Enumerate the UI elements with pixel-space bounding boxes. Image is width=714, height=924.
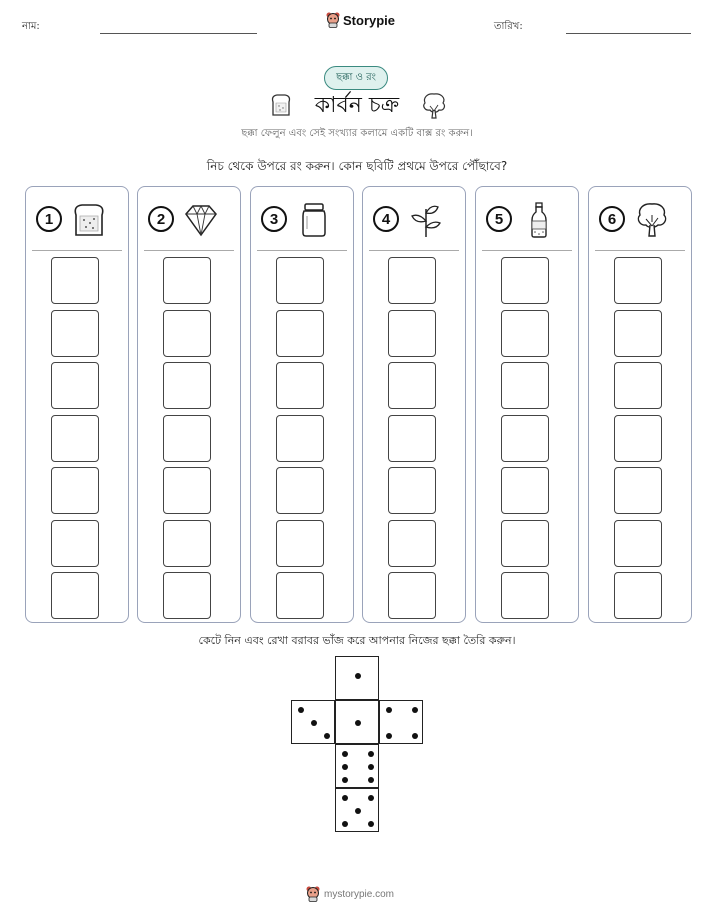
column-number: 1	[36, 206, 62, 232]
column-number: 5	[486, 206, 512, 232]
dice-pip	[368, 751, 374, 757]
column-header	[251, 187, 353, 249]
color-box[interactable]	[51, 572, 99, 619]
color-box[interactable]	[388, 572, 436, 619]
bread-icon	[70, 201, 108, 239]
dice-pip	[355, 808, 361, 814]
column-divider	[257, 250, 347, 251]
dice-pip	[298, 707, 304, 713]
dice-face-4	[379, 700, 423, 744]
dice-pip	[324, 733, 330, 739]
color-box[interactable]	[501, 467, 549, 514]
color-box[interactable]	[388, 362, 436, 409]
color-box[interactable]	[501, 362, 549, 409]
dice-pip	[355, 720, 361, 726]
date-line[interactable]	[566, 33, 691, 34]
color-box[interactable]	[51, 467, 99, 514]
color-box[interactable]	[276, 467, 324, 514]
column-header	[363, 187, 465, 249]
color-box[interactable]	[388, 257, 436, 304]
coloring-instruction: নিচ থেকে উপরে রং করুন। কোন ছবিটি প্রথমে উপরে পৌঁছাবে?	[206, 159, 508, 173]
dice-pip	[368, 821, 374, 827]
brand-name: Storypie	[343, 12, 396, 28]
color-box[interactable]	[276, 362, 324, 409]
color-box[interactable]	[276, 520, 324, 567]
name-label: নাম:	[22, 21, 40, 32]
dice-pip	[386, 733, 392, 739]
dice-pip	[368, 777, 374, 783]
column-3	[250, 186, 354, 623]
date-label: তারিখ:	[494, 21, 523, 32]
dice-face-5	[335, 788, 379, 832]
column-header	[26, 187, 128, 249]
column-divider	[482, 250, 572, 251]
color-box[interactable]	[614, 310, 662, 357]
color-box[interactable]	[51, 520, 99, 567]
cut-instruction: কেটে নিন এবং রেখা বরাবর ভাঁজ করে আপনার নিজের ছক্কা তৈরি করুন।	[198, 634, 516, 647]
column-4	[362, 186, 466, 623]
color-box[interactable]	[614, 467, 662, 514]
column-divider	[32, 250, 122, 251]
column-divider	[144, 250, 234, 251]
footer-site[interactable]: mystorypie.com	[324, 888, 395, 900]
name-line[interactable]	[100, 33, 257, 34]
color-box[interactable]	[163, 310, 211, 357]
dice-pip	[342, 751, 348, 757]
column-number: 6	[599, 206, 625, 232]
dice-pip	[342, 821, 348, 827]
plant-icon	[407, 201, 445, 239]
dice-pip	[342, 777, 348, 783]
dice-pip	[412, 733, 418, 739]
mascot-icon	[306, 886, 320, 902]
color-box[interactable]	[501, 415, 549, 462]
color-box[interactable]	[388, 520, 436, 567]
dice-pip	[311, 720, 317, 726]
color-box[interactable]	[501, 572, 549, 619]
activity-badge: ছক্কা ও রং	[324, 66, 388, 90]
color-box[interactable]	[163, 467, 211, 514]
color-box[interactable]	[51, 362, 99, 409]
dice-pip	[342, 764, 348, 770]
color-box[interactable]	[276, 415, 324, 462]
column-1	[25, 186, 129, 623]
dice-pip	[342, 795, 348, 801]
column-header	[476, 187, 578, 249]
color-box[interactable]	[276, 257, 324, 304]
color-box[interactable]	[614, 572, 662, 619]
footer	[306, 886, 394, 902]
brand-logo	[326, 12, 395, 28]
dice-pip	[386, 707, 392, 713]
dice-face-1	[335, 700, 379, 744]
page-subtitle: ছক্কা ফেলুন এবং সেই সংখ্যার কলামে একটি বাক্স রং করুন।	[241, 128, 473, 139]
column-5	[475, 186, 579, 623]
color-box[interactable]	[163, 362, 211, 409]
color-box[interactable]	[614, 257, 662, 304]
column-header	[138, 187, 240, 249]
color-box[interactable]	[501, 310, 549, 357]
column-number: 3	[261, 206, 287, 232]
color-box[interactable]	[276, 572, 324, 619]
color-box[interactable]	[163, 520, 211, 567]
column-6	[588, 186, 692, 623]
color-box[interactable]	[163, 415, 211, 462]
dice-pip	[412, 707, 418, 713]
color-box[interactable]	[163, 257, 211, 304]
column-number: 2	[148, 206, 174, 232]
dice-pip	[368, 764, 374, 770]
color-box[interactable]	[501, 520, 549, 567]
column-divider	[369, 250, 459, 251]
column-number: 4	[373, 206, 399, 232]
color-box[interactable]	[51, 415, 99, 462]
color-box[interactable]	[276, 310, 324, 357]
bottle-icon	[520, 201, 558, 239]
color-box[interactable]	[614, 362, 662, 409]
column-2	[137, 186, 241, 623]
dice-pip	[355, 673, 361, 679]
color-box[interactable]	[51, 257, 99, 304]
jar-icon	[295, 201, 333, 239]
mascot-icon	[326, 12, 340, 28]
dice-face-3	[291, 700, 335, 744]
color-box[interactable]	[163, 572, 211, 619]
page-title: কার্বন চক্র	[314, 93, 400, 118]
color-box[interactable]	[501, 257, 549, 304]
color-box[interactable]	[614, 415, 662, 462]
color-box[interactable]	[388, 415, 436, 462]
dice-face-6	[335, 744, 379, 788]
color-box[interactable]	[51, 310, 99, 357]
color-box[interactable]	[388, 467, 436, 514]
color-box[interactable]	[388, 310, 436, 357]
dice-pip	[368, 795, 374, 801]
dice-face-1	[335, 656, 379, 700]
tree-icon	[420, 90, 448, 120]
column-divider	[595, 250, 685, 251]
color-box[interactable]	[614, 520, 662, 567]
column-header	[589, 187, 691, 249]
tree-icon	[633, 201, 671, 239]
diamond-icon	[182, 201, 220, 239]
